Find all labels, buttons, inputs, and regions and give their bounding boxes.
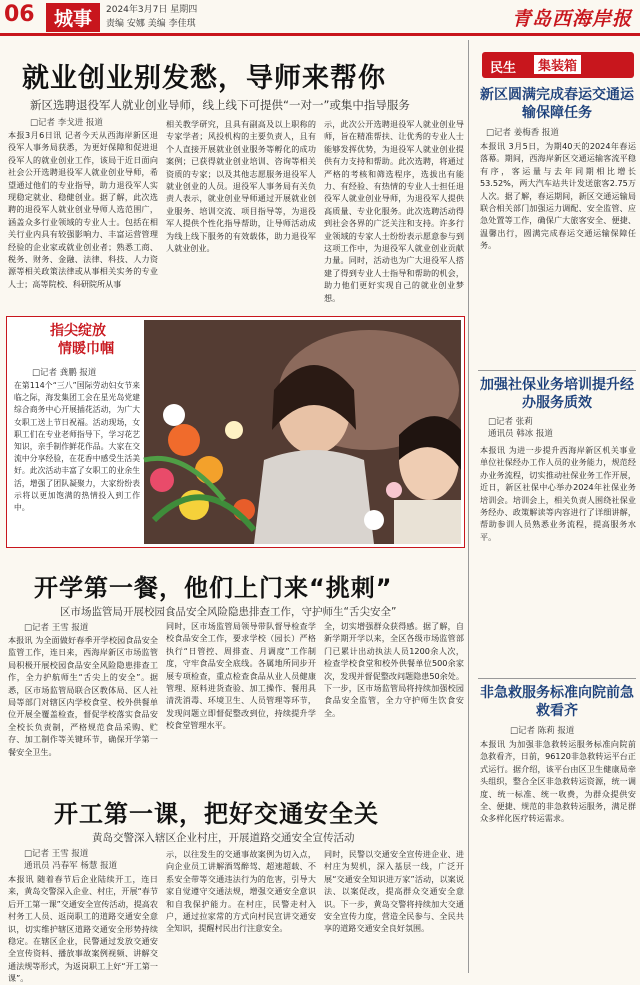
- section-name: 城事: [46, 3, 100, 32]
- article2-column-2: 同时，区市场监管局领导带队督导检查学校食品安全工作，要求学校（园长）严格执行“日管控、周排查、月调度”工作制度，守牢食品安全底线。各属地所同步开展专项检查，重点检查食品从业人员健康管理、原料进货查验、加工操作、餐用具清洗消毒、环境卫生、人员管理等环节，发现问题立即督促整改到位，持续提升学校食堂管理水平。: [166, 621, 316, 731]
- brand-sub-label: 集装箱: [534, 55, 581, 74]
- article2-column-3: 全，切实增强群众获得感。据了解，自新学期开学以来，全区各级市场监管部门已累计出动执法人员1200余人次，检查学校食堂和校外供餐单位500余家次，发现并督促整改问题隐患50余处。下一步，区市场监管局将持续加强校园食品安全监管，全力守护师生饮食安全。: [324, 621, 464, 718]
- brand-label: 民生: [490, 61, 517, 76]
- article1-column-2: 相关教学研究，且具有副高及以上职称的专家学者；风投机构的主要负责人，且有个人直接开展就业创业服务等孵化的成功案例；已获得就业创业培训、咨询等相关资质的专家；以及其他志愿服务退役军人就业创业的人员。退役军人事务局有关负责人表示，就业创业导师通过开展就业创业服务、培训交流、项目指导等，为退役军人提供个性化指导帮助，让导师活动成为线上线下服务的有效载体，助力退役军人就业创业。: [166, 119, 316, 254]
- sidebar-item3-text: 本报讯 为加强非急救转运服务标准向院前急救看齐，日前，96120非急救转运平台正式运行。据介绍，该平台由区卫生健康局牵头组织，整合全区非急救转运资源，统一调度、统一标准、统一收费，为群众提供安全、便捷、规范的非急救转运服务，满足群众多样化医疗转运需求。: [480, 739, 636, 824]
- photo-story-title-line2: 情暖巾帼: [58, 341, 114, 357]
- sidebar-item1-byline: □记者 姜梅香 报道: [486, 128, 559, 138]
- sidebar-item2-title: 加强社保业务培训提升经办服务质效: [480, 377, 634, 411]
- article2-byline: □记者 王雪 报道: [24, 623, 89, 633]
- sidebar-item3-byline: □记者 陈莉 报道: [510, 726, 575, 736]
- photo-story-title-line1: 指尖绽放: [50, 323, 106, 339]
- masthead: [0, 0, 640, 36]
- article2-subhead: 区市场监管局开展校园食品安全风险隐患排查工作，守护师生“舌尖安全”: [60, 606, 397, 618]
- article3-byline: □记者 王雪 报道 通讯员 冯春军 杨慧 报道: [24, 849, 118, 871]
- sidebar-item2-byline: □记者 张莉 通讯员 韩冰 报道: [488, 417, 553, 439]
- article1-headline: 就业创业别发愁，导师来帮你: [22, 63, 386, 94]
- sidebar-item1-title: 新区圆满完成春运交通运输保障任务: [480, 87, 634, 121]
- article2-headline: 开学第一餐，他们上门来“挑刺”: [34, 574, 393, 602]
- sidebar-item3-title: 非急救服务标准向院前急救看齐: [480, 685, 634, 719]
- photo-story-byline: □记者 龚鹏 报道: [32, 368, 97, 378]
- article1-byline: □记者 李戈进 报道: [30, 118, 103, 128]
- photo-story-title: [14, 322, 114, 358]
- article1-column-3: 示，此次公开选聘退役军人就业创业导师，旨在精准帮扶、让优秀的专业人士能够发挥优势，为退役军人就业创业提供有力支持和帮助。此次选聘，将通过严格的考核和筛选程序，选拔出有能力、有经验、有热情的专业人士担任退役军人就业创业导师，为退役军人提供高质量、专业化服务。此次选聘活动得到社会各界的广泛关注和支持。许多行业领域的专家人士纷纷表示愿意参与到这项工作中，为退役军人就业创业贡献力量。同时，活动也为广大退役军人搭建了得到专业人士指导和帮助的机会，助力他们更好实现自己的就业创业梦想。: [324, 119, 464, 303]
- article3-column-3: 同时，民警以交通安全宣传进企业、进村庄为契机，深入基层一线，广泛开展“交通安全知识进万家”活动，以案说法、以案促改，提高群众交通安全意识。下一步，黄岛交警将持续加大交通安全宣传力度，营造全民参与、全民共享的道路交通安全良好氛围。: [324, 849, 464, 934]
- article1-subhead: 新区选聘退役军人就业创业导师，线上线下可提供“一对一”或集中指导服务: [30, 98, 410, 112]
- paper-name-logo: 青岛西海岸报: [511, 8, 632, 30]
- article3-subhead: 黄岛交警深入辖区企业村庄，开展道路交通安全宣传活动: [92, 832, 355, 844]
- sidebar-rule-1: [478, 370, 636, 371]
- article3-column-1: 本报讯 随着春节后企业陆续开工，连日来，黄岛交警深入企业、村庄，开展“春节后开工第一课”交通安全宣传活动，提高农村务工人员、返岗职工的道路交通安全意识，切实维护辖区道路交通安全形势持续稳定。在辖区企业，民警通过发放交通安全宣传资料、播放事故案例视频、讲解交通法规等形式，为返岗职工上好“开工第一课”。: [8, 874, 158, 984]
- sidebar-rule-2: [478, 678, 636, 679]
- page-number: 06: [4, 2, 35, 27]
- sidebar-brand-badge: [482, 52, 634, 78]
- sidebar-item1-text: 本报讯 3月5日，为期40天的2024年春运落幕。期间，西海岸新区交通运输客流平稳有序，客运量与去年同期相比增长53.52%，两大汽车站共计发送旅客2.75万人次。据了解，春运期间，新区交通运输局联合相关部门加强运力调配、安全监管、应急处置等工作，确保广大旅客安全、便捷、温馨出行，圆满完成春运交通运输保障任务。: [480, 141, 636, 251]
- article1-column-1: 本报3月6日讯 记者今天从西海岸新区退役军人事务局获悉，为更好保障和促进退役军人的就业创业工作，该局于近日面向社会公开选聘退役军人就业创业导师，希望通过他们的专业指导，助力退役军人实现稳定就业、稳健创业。据了解，此次选聘的退役军人就业创业导师人选范围广，涵盖众多行业领域的专业人士。包括在相关行业内具有较强影响力、丰富运营管理经验的企业家或就业创业者；熟悉工商、税务、财务、金融、法律、科技、人力资源等相关政策法律或从事相关实务的专业人士；高等院校、科研院所从事: [8, 130, 158, 289]
- article2-column-1: 本报讯 为全面做好春季开学校园食品安全监管工作，连日来，西海岸新区市场监管局积极开展校园食品安全风险隐患排查工作，全力护航师生“舌尖上的安全”。据悉，区市场监管局联合区教体局、区人社局等部门对辖区内学校食堂、校外供餐单位开展全覆盖检查，督促学校落实食品安全校长负责制，严格规范食品采购、贮存、加工制作等关键环节，确保开学第一餐安全卫生。: [8, 635, 158, 757]
- photo-illustration: [144, 320, 461, 544]
- article3-headline: 开工第一课，把好交通安全关: [54, 800, 379, 828]
- sidebar-divider: [468, 40, 469, 973]
- article3-column-2: 示，以往发生的交通事故案例为切入点，向企业员工讲解酒驾醉驾、超速超载、不系安全带等交通违法行为的危害，引导大家自觉遵守交通法规，增强交通安全意识和自我保护能力。在村庄，民警走村入户，通过拉家常的方式向村民宣讲交通安全知识，提醒村民出行注意安全。: [166, 849, 316, 934]
- flower-arranging-photo: [144, 320, 461, 544]
- issue-meta: [106, 3, 197, 31]
- issue-date: 2024年3月7日 星期四: [106, 5, 198, 15]
- sidebar-item2-text: 本报讯 为进一步提升西海岸新区机关事业单位社保经办工作人员的业务能力，规范经办业务流程，切实推动社保业务工作开展，近日，新区社保中心举办2024年社保业务培训会。培训会上，相关负责人围绕社保业务经办、政策解读等内容进行了详细讲解，帮助参训人员熟悉业务流程，提高服务水平。: [480, 445, 636, 542]
- photo-story-caption: 在第114个“三八”国际劳动妇女节来临之际，海发集团工会在星光岛党建综合商务中心开展插花活动，为广大女职工送上节日祝福。活动现场，女职工们在专业老师指导下，学习花艺知识，亲手制作鲜花作品。大家在交流中分享经验，在花香中感受生活美好。此次活动丰富了女职工的业余生活，增强了团队凝聚力，大家纷纷表示将以更加饱满的热情投入到工作中。: [14, 381, 140, 513]
- editors: 责编 安娜 美编 李佳琪: [106, 19, 196, 29]
